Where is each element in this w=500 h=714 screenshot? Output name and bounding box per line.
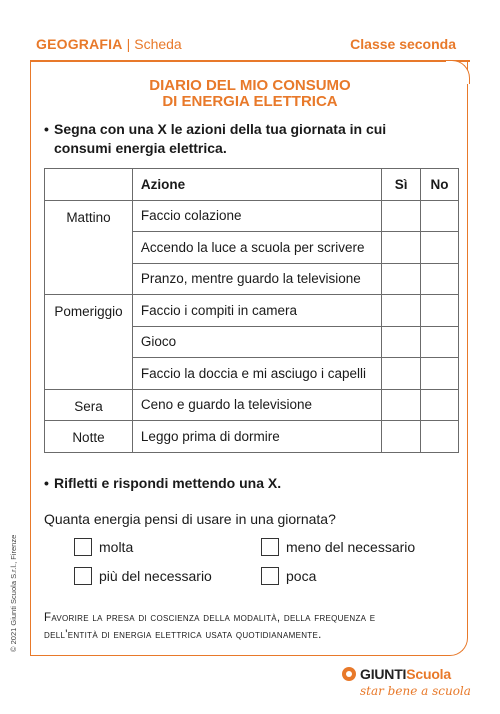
class-label: Classe seconda	[350, 36, 456, 52]
option-label: meno del necessario	[286, 539, 416, 555]
note-line-1: Favorire la presa di coscienza della modalità, della frequenza e	[44, 612, 376, 624]
header-yes: Sì	[382, 169, 421, 201]
table-row	[45, 295, 459, 327]
action-cell: Leggo prima di dormire	[132, 421, 381, 453]
instruction-2-text: Rifletti e rispondi mettendo una X.	[54, 475, 282, 491]
time-cell-notte: Notte	[45, 421, 133, 453]
header-action: Azione	[132, 169, 381, 201]
logo-mark-icon	[342, 667, 356, 681]
option-label: più del necessario	[99, 568, 212, 584]
header-no: No	[421, 169, 459, 201]
checkbox[interactable]	[74, 538, 92, 556]
checkbox[interactable]	[261, 567, 279, 585]
header-separator: |	[126, 36, 131, 52]
activity-table	[44, 168, 459, 453]
note-line-2: dell'entità di energia elettrica usata quotidianamente.	[44, 629, 322, 641]
option-molta[interactable]	[74, 538, 133, 556]
header-time	[45, 169, 133, 201]
header-subject	[36, 36, 182, 52]
copyright-text: © 2021 Giunti Scuola S.r.l., Firenze	[9, 534, 18, 652]
yes-checkbox-cell[interactable]	[382, 389, 421, 421]
yes-checkbox-cell[interactable]	[382, 358, 421, 390]
no-checkbox-cell[interactable]	[421, 421, 459, 453]
time-cell-mattino: Mattino	[45, 200, 133, 295]
instruction-1-line-1: Segna con una X le azioni della tua giornata in cui	[54, 121, 387, 137]
yes-checkbox-cell[interactable]	[382, 295, 421, 327]
question-text: Quanta energia pensi di usare in una giornata?	[44, 511, 336, 527]
yes-checkbox-cell[interactable]	[382, 326, 421, 358]
bullet-icon: •	[44, 475, 49, 491]
option-piu-del-necessario[interactable]	[74, 567, 212, 585]
subject-label: GEOGRAFIA	[36, 36, 123, 52]
checkbox[interactable]	[74, 567, 92, 585]
bullet-icon: •	[44, 121, 49, 137]
no-checkbox-cell[interactable]	[421, 326, 459, 358]
table-row	[45, 200, 459, 232]
instruction-1	[44, 120, 444, 158]
yes-checkbox-cell[interactable]	[382, 232, 421, 264]
instruction-1-line-2: consumi energia elettrica.	[54, 140, 227, 156]
logo-brand-a: GIUNTI	[360, 666, 407, 682]
option-meno-del-necessario[interactable]	[261, 538, 415, 556]
action-cell: Pranzo, mentre guardo la televisione	[132, 263, 381, 295]
logo-brand-b: Scuola	[406, 666, 451, 682]
time-cell-pomeriggio: Pomeriggio	[45, 295, 133, 390]
option-label: poca	[286, 568, 317, 584]
action-cell: Faccio i compiti in camera	[132, 295, 381, 327]
yes-checkbox-cell[interactable]	[382, 421, 421, 453]
page-title	[0, 78, 500, 110]
no-checkbox-cell[interactable]	[421, 389, 459, 421]
instruction-2	[44, 474, 444, 493]
teacher-note	[44, 610, 454, 644]
yes-checkbox-cell[interactable]	[382, 263, 421, 295]
no-checkbox-cell[interactable]	[421, 295, 459, 327]
option-label: molta	[99, 539, 134, 555]
no-checkbox-cell[interactable]	[421, 200, 459, 232]
title-line-1: DIARIO DEL MIO CONSUMO	[149, 77, 351, 94]
no-checkbox-cell[interactable]	[421, 358, 459, 390]
checkbox[interactable]	[261, 538, 279, 556]
sheet-type-label: Scheda	[134, 36, 182, 52]
table-header-row	[45, 169, 459, 201]
yes-checkbox-cell[interactable]	[382, 200, 421, 232]
action-cell: Gioco	[132, 326, 381, 358]
table-row	[45, 421, 459, 453]
action-cell: Accendo la luce a scuola per scrivere	[132, 232, 381, 264]
no-checkbox-cell[interactable]	[421, 263, 459, 295]
table-row	[45, 389, 459, 421]
option-poca[interactable]	[261, 567, 316, 585]
logo-tagline: star bene a scuola	[360, 684, 471, 698]
action-cell: Faccio colazione	[132, 200, 381, 232]
time-cell-sera: Sera	[45, 389, 133, 421]
action-cell: Ceno e guardo la televisione	[132, 389, 381, 421]
publisher-logo	[342, 666, 451, 682]
no-checkbox-cell[interactable]	[421, 232, 459, 264]
title-line-2: DI ENERGIA ELETTRICA	[162, 93, 338, 110]
action-cell: Faccio la doccia e mi asciugo i capelli	[132, 358, 381, 390]
